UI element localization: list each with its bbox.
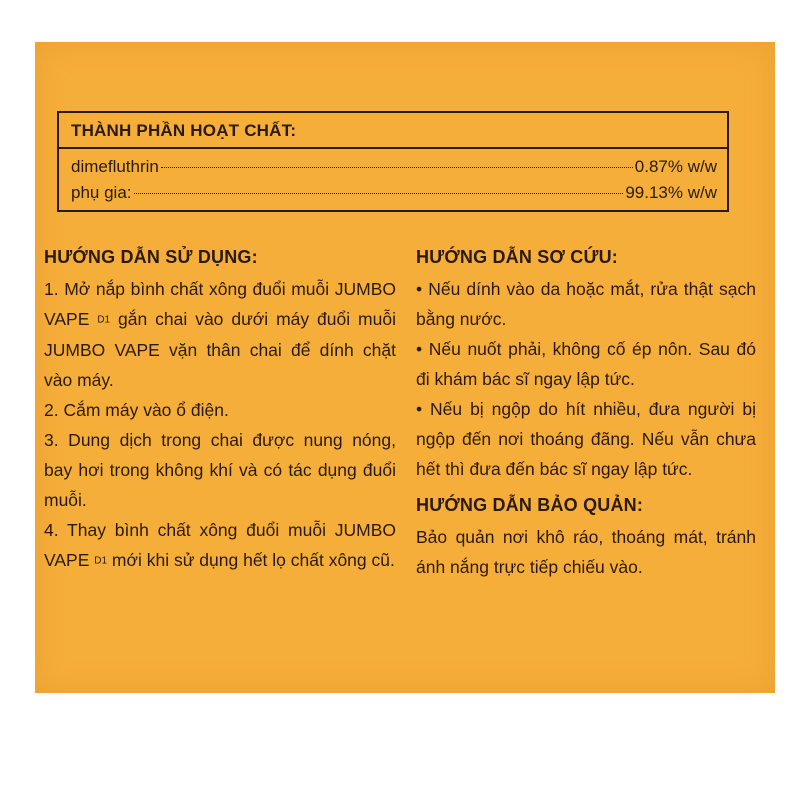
first-aid-item: • Nếu bị ngộp do hít nhiều, đưa người bị ngộp đến nơi thoáng đãng. Nếu vẫn chưa hết thì đưa đến bác sĩ ngay lập tức. xyxy=(416,399,756,479)
step-text: gắn chai vào dưới máy đuổi muỗi JUMBO VAPE vặn thân chai để dính chặt vào máy. xyxy=(44,309,396,391)
ingredient-name: phụ gia: xyxy=(71,183,132,202)
ingredient-value: 99.13% w/w xyxy=(625,183,717,202)
dot-leader xyxy=(134,193,624,194)
ingredients-box xyxy=(57,111,729,212)
usage-step xyxy=(44,274,396,395)
usage-step: 3. Dung dịch trong chai được nung nóng, bay hơi trong không khí và có tác dụng đuổi muỗi. xyxy=(44,430,396,511)
ingredient-value: 0.87% w/w xyxy=(634,157,717,176)
ingredient-name: dimefluthrin xyxy=(71,157,159,176)
ingredient-row xyxy=(71,157,717,181)
ingredients-title: THÀNH PHẦN HOẠT CHẤT: xyxy=(71,121,297,140)
ingredient-row xyxy=(71,183,717,207)
first-aid-section xyxy=(416,240,756,582)
dot-leader xyxy=(161,167,633,168)
first-aid-title: HƯỚNG DẪN SƠ CỨU: xyxy=(416,247,618,267)
usage-title: HƯỚNG DẪN SỬ DỤNG: xyxy=(44,247,258,267)
usage-step xyxy=(44,515,396,576)
usage-step: 2. Cắm máy vào ổ điện. xyxy=(44,400,229,421)
storage-text: Bảo quản nơi khô ráo, thoáng mát, tránh ánh nắng trực tiếp chiếu vào. xyxy=(416,527,756,577)
first-aid-item: • Nếu dính vào da hoặc mắt, rửa thật sạch bằng nước. xyxy=(416,279,756,329)
model-suffix: D1 xyxy=(97,314,111,326)
step-text: mới khi sử dụng hết lọ chất xông cũ. xyxy=(107,550,395,571)
ingredients-header xyxy=(59,113,727,149)
step-text: 4. Thay bình chất xông đuổi muỗi JUMBO VAPE xyxy=(44,520,396,571)
first-aid-item: • Nếu nuốt phải, không cố ép nôn. Sau đó đi khám bác sĩ ngay lập tức. xyxy=(416,339,756,389)
model-suffix: D1 xyxy=(94,555,108,567)
step-text: 1. Mở nắp bình chất xông đuổi muỗi JUMBO VAPE xyxy=(44,279,396,329)
usage-section xyxy=(44,240,396,577)
storage-title: HƯỚNG DẪN BẢO QUẢN: xyxy=(416,495,644,515)
